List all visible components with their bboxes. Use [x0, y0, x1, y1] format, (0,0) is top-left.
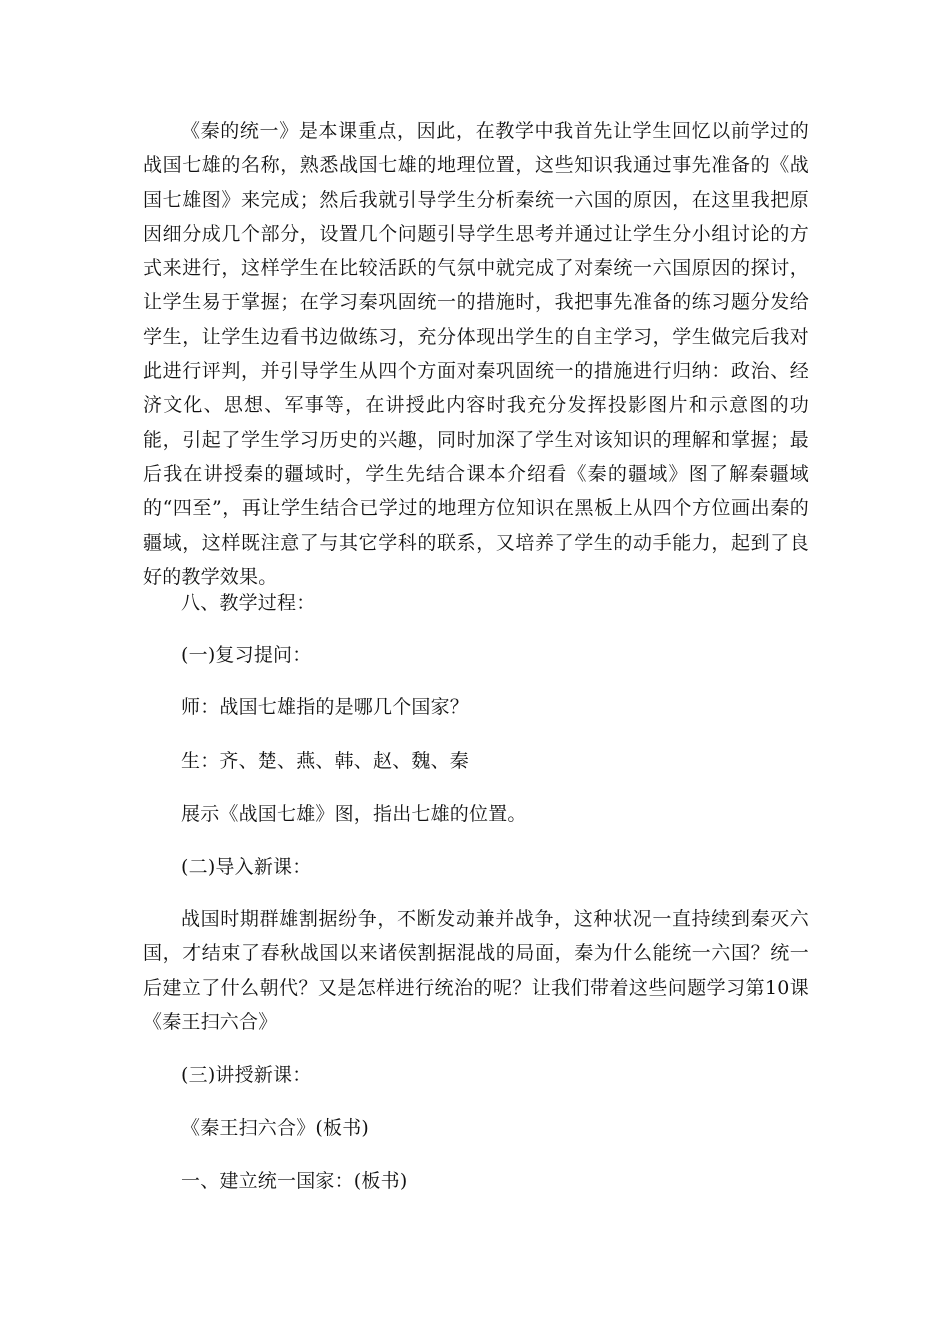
lesson-introduction-paragraph: 战国时期群雄割据纷争，不断发动兼并战争，这种状况一直持续到秦灭六国，才结束了春秋战国以来诸侯割据混战的局面，秦为什么能统一六国？统一后建立了什么朝代？又是怎样进行统治的呢？让我们带着这些问题学习第10课《秦王扫六合》 — [143, 908, 809, 1033]
section-heading-teaching-process: 八、教学过程： — [181, 592, 316, 614]
teacher-question: 师：战国七雄指的是哪几个国家？ — [181, 696, 470, 718]
subheading-teach-new-lesson: (三)讲授新课： — [181, 1064, 312, 1086]
intro-paragraph: 《秦的统一》是本课重点，因此，在教学中我首先让学生回忆以前学过的战国七雄的名称，熟悉战国七雄的地理位置，这些知识我通过事先准备的《战国七雄图》来完成；然后我就引导学生分析秦统一六国的原因，在这里我把原因细分成几个部分，设置几个问题引导学生思考并通过让学生分小组讨论的方式来进行，这样学生在比较活跃的气氛中就完成了对秦统一六国原因的探讨，让学生易于掌握；在学习秦巩固统一的措施时，我把事先准备的练习题分发给学生，让学生边看书边做练习，充分体现出学生的自主学习，学生做完后我对此进行评判，并引导学生从四个方面对秦巩固统一的措施进行归纳：政治、经济文化、思想、军事等，在讲授此内容时我充分发挥投影图片和示意图的功能，引起了学生学习历史的兴趣，同时加深了学生对该知识的理解和掌握；最后我在讲授秦的疆域时，学生先结合课本介绍看《秦的疆域》图了解秦疆域的“四至”，再让学生结合已学过的地理方位知识在黑板上从四个方位画出秦的疆域，这样既注意了与其它学科的联系，又培养了学生的动手能力，起到了良好的教学效果。 — [143, 120, 809, 588]
lesson-title-blackboard: 《秦王扫六合》(板书) — [181, 1117, 370, 1139]
show-map-instruction: 展示《战国七雄》图，指出七雄的位置。 — [181, 803, 527, 825]
subheading-review-questions: (一)复习提问： — [181, 644, 312, 666]
student-answer: 生：齐、楚、燕、韩、赵、魏、秦 — [181, 750, 470, 772]
subheading-introduce-new-lesson: (二)导入新课： — [181, 856, 312, 878]
section-one-heading: 一、建立统一国家：(板书) — [181, 1170, 408, 1192]
